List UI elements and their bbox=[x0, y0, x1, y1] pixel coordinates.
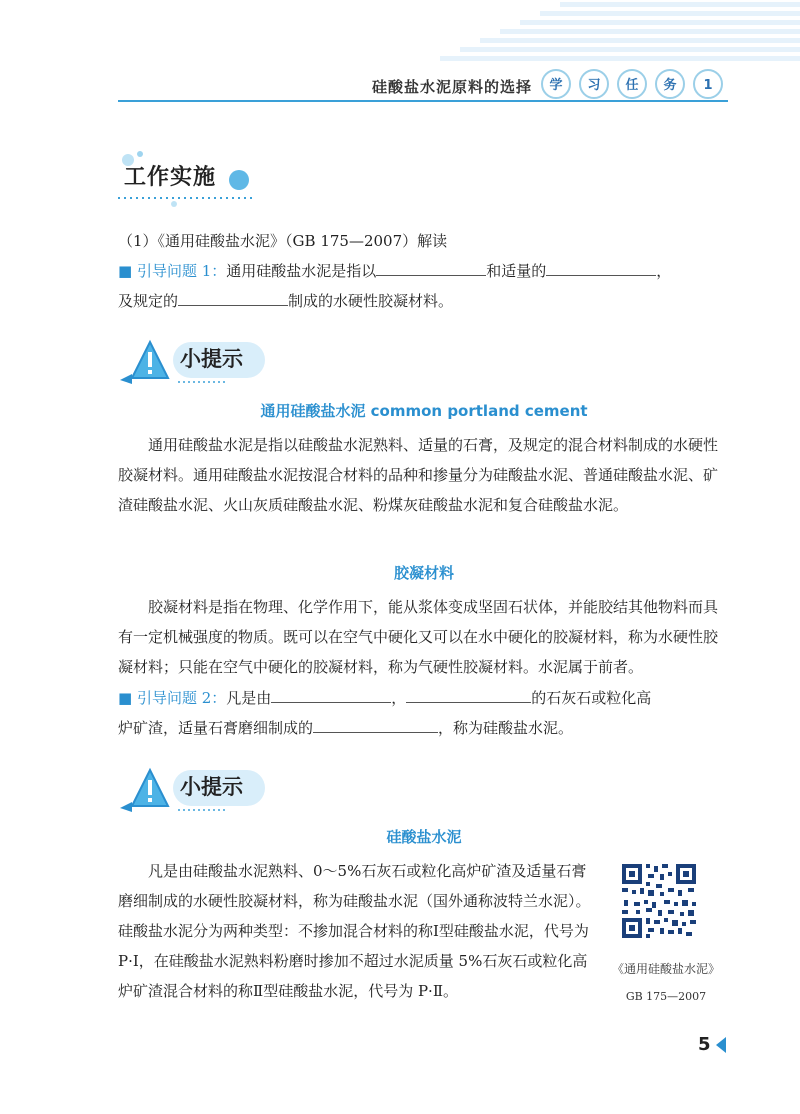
task-badge-label: 务 bbox=[663, 78, 677, 93]
section-title: 工作实施 bbox=[124, 165, 217, 190]
task-badge-label: 学 bbox=[549, 78, 563, 93]
q1-text-1: 通用硅酸盐水泥是指以 bbox=[226, 262, 377, 280]
header-rule bbox=[118, 100, 728, 102]
task-badge-label: 任 bbox=[625, 78, 639, 93]
qr-standard-code: GB 175—2007 bbox=[625, 990, 707, 1003]
task-badge-label: 习 bbox=[587, 78, 601, 93]
guiding-question-2 bbox=[118, 683, 730, 743]
q1-text-3: ， bbox=[656, 262, 672, 280]
tip-1-body: 通用硅酸盐水泥是指以硅酸盐水泥熟料、适量的石膏，及规定的混合材料制成的水硬性胶凝材料。通用硅酸盐水泥按混合材料的品种和掺量分为硅酸盐水泥、普通硅酸盐水泥、矿渣硅酸盐水泥、火山灰质硅酸盐水泥、粉煤灰硅酸盐水泥和复合硅酸盐水泥。 bbox=[118, 436, 719, 514]
running-title: 硅酸盐水泥原料的选择 bbox=[372, 78, 533, 96]
page-number: 5 bbox=[698, 1034, 711, 1055]
q2-text-3: 的石灰石或粒化高 bbox=[531, 689, 652, 707]
q2-text-4: 炉矿渣，适量石膏磨细制成的 bbox=[118, 719, 314, 737]
tip-1-heading: 通用硅酸盐水泥 common portland cement bbox=[260, 402, 588, 420]
task-badge-label: 1 bbox=[703, 78, 713, 93]
q1-blank-1[interactable] bbox=[376, 259, 486, 276]
guiding-question-1 bbox=[118, 256, 730, 316]
task-badge bbox=[542, 70, 570, 98]
task-badge bbox=[618, 70, 646, 98]
q2-blank-3[interactable] bbox=[313, 716, 438, 733]
qr-code-icon[interactable] bbox=[620, 862, 698, 940]
tip-2-body: 凡是由硅酸盐水泥熟料、0～5%石灰石或粒化高炉矿渣及适量石膏磨细制成的水硬性胶凝材料，称为硅酸盐水泥（国外通称波特兰水泥）。硅酸盐水泥分为两种类型：不掺加混合材料的称Ⅰ型硅酸盐水泥，代号为 P·Ⅰ，在硅酸盐水泥熟料粉磨时掺加不超过水泥质量 5%石灰石或粒化高炉矿渣混合材料的称Ⅱ型硅酸盐水泥，代号为 P·Ⅱ。 bbox=[118, 862, 591, 1000]
tip-1-body-2: 胶凝材料是指在物理、化学作用下，能从浆体变成坚固石状体，并能胶结其他物料而具有一定机械强度的物质。既可以在空气中硬化又可以在水中硬化的胶凝材料，称为水硬性胶凝材料；只能在空气中硬化的胶凝材料，称为气硬性胶凝材料。水泥属于前者。 bbox=[118, 598, 719, 676]
tip-1-heading-2: 胶凝材料 bbox=[393, 564, 454, 582]
task-badge bbox=[580, 70, 608, 98]
q2-text-2: ， bbox=[391, 689, 407, 707]
q1-text-2: 和适量的 bbox=[486, 262, 547, 280]
task-badge bbox=[656, 70, 684, 98]
q2-text-1: 凡是由 bbox=[226, 689, 272, 707]
q1-blank-2[interactable] bbox=[546, 259, 656, 276]
q2-text-5: ，称为硅酸盐水泥。 bbox=[438, 719, 574, 737]
task-badges bbox=[540, 66, 740, 102]
q1-text-4: 及规定的 bbox=[118, 292, 179, 310]
qr-caption: 《通用硅酸盐水泥》 bbox=[611, 962, 720, 976]
item-1-heading: （1）《通用硅酸盐水泥》（GB 175—2007）解读 bbox=[118, 232, 448, 250]
q1-blank-3[interactable] bbox=[178, 289, 288, 306]
header-stripes-decoration bbox=[440, 0, 800, 70]
page-arrow-icon bbox=[716, 1037, 726, 1053]
tip-2-badge-label: 小提示 bbox=[180, 775, 243, 799]
q2-blank-1[interactable] bbox=[271, 686, 391, 703]
tip-1-badge-label: 小提示 bbox=[180, 347, 243, 371]
task-badge bbox=[694, 70, 722, 98]
guiding-question-1-label: ■ 引导问题 1： bbox=[118, 262, 227, 280]
q2-blank-2[interactable] bbox=[406, 686, 531, 703]
guiding-question-2-label: ■ 引导问题 2： bbox=[118, 689, 227, 707]
tip-2-heading: 硅酸盐水泥 bbox=[386, 828, 462, 846]
q1-text-5: 制成的水硬性胶凝材料。 bbox=[288, 292, 454, 310]
